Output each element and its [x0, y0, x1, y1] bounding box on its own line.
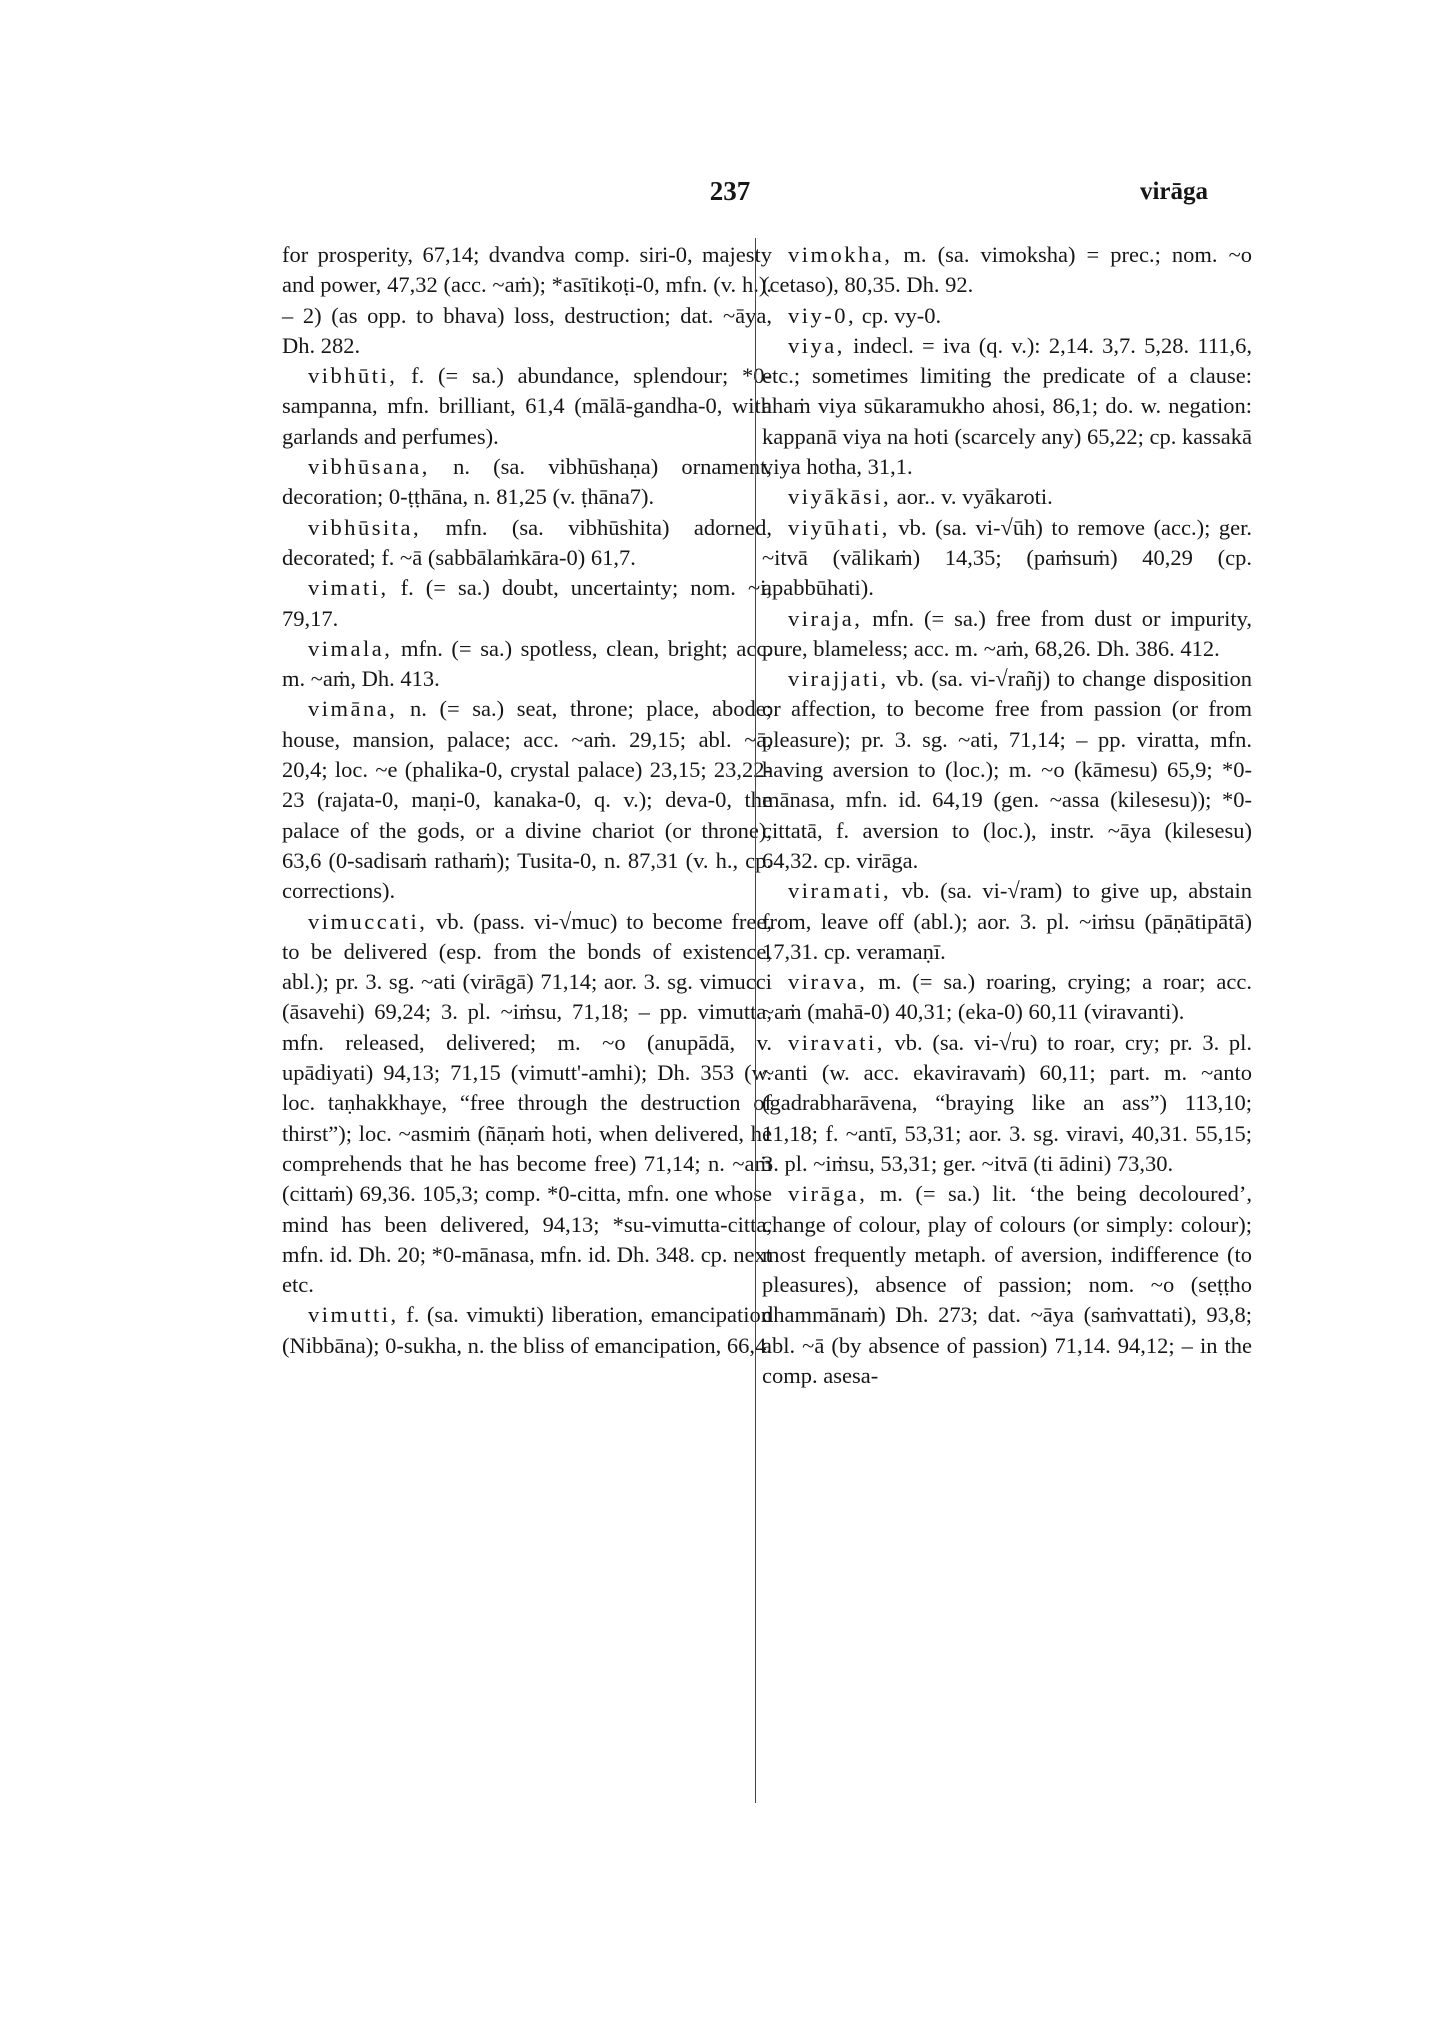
entry-definition: vb. (sa. vi-√ūh) to remove (acc.); ger. ~itvā (vālikaṁ) 14,35; (paṁsuṁ) 40,29 (cp. apabbūhati). [762, 514, 1252, 601]
dictionary-entry [762, 967, 1252, 1028]
entry-headword: vimala, [308, 635, 393, 661]
dictionary-entry [762, 876, 1252, 967]
entry-headword: viy-0, [788, 302, 857, 328]
dictionary-entry [762, 1179, 1252, 1391]
entry-definition: mfn. (= sa.) spotless, clean, bright; acc. m. ~aṁ, Dh. 413. [282, 635, 772, 692]
dictionary-entry [762, 664, 1252, 876]
entry-definition: vb. (sa. vi-√ram) to give up, abstain from, leave off (abl.); aor. 3. pl. ~iṁsu (pāṇātipātā) 17,31. cp. veramaṇī. [762, 878, 1252, 964]
entry-definition: n. (= sa.) seat, throne; place, abode; house, mansion, palace; acc. ~aṁ. 29,15; abl. ~ā, 20,4; loc. ~e (phalika-0, crystal palace) 23,15; 23,22-23 (rajata-0, maṇi-0, kanaka-0, q. v.); deva-0, the palace of the gods, or a divine chariot (or throne), 63,6 (0-sadisaṁ rathaṁ); Tusita-0, n. 87,31 (v. h., cp. corrections). [282, 696, 772, 904]
dictionary-entry [282, 694, 772, 906]
entry-definition: mfn. (sa. vibhūshita) adorned, decorated; f. ~ā (sabbālaṁkāra-0) 61,7. [282, 514, 772, 570]
dictionary-entry [282, 907, 772, 1301]
entry-headword: viyākāsi, [788, 484, 892, 510]
entry-headword: viyūhati, [788, 514, 890, 540]
entry-definition: for prosperity, 67,14; dvandva comp. siri-0, majesty and power, 47,32 (acc. ~aṁ); *asītikoṭi-0, mfn. (v. h.). – 2) (as opp. to bhava) loss, destruction; dat. ~āya, Dh. 282. [282, 242, 772, 358]
entry-definition: f. (= sa.) abundance, splendour; *0-sampanna, mfn. brilliant, 61,4 (mālā-gandha-0, with garlands and perfumes). [282, 363, 772, 449]
entry-definition: m. (= sa.) roaring, crying; a roar; acc. ~aṁ (mahā-0) 40,31; (eka-0) 60,11 (viravanti). [762, 969, 1252, 1025]
dictionary-entry [762, 240, 1252, 301]
entry-definition: indecl. = iva (q. v.): 2,14. 3,7. 5,28. 111,6, etc.; sometimes limiting the predicate of a clause: ahaṁ viya sūkaramukho ahosi, 86,1; do. w. negation: kappanā viya na hoti (scarcely any) 65,22; cp. kassakā viya hotha, 31,1. [762, 332, 1252, 480]
entry-headword: viravati, [788, 1029, 885, 1055]
entry-headword: viramati, [788, 878, 892, 904]
entry-headword: virajjati, [788, 666, 889, 692]
dictionary-entry [762, 604, 1252, 665]
entry-definition: f. (sa. vimukti) liberation, emancipation (Nibbāna); 0-sukha, n. the bliss of emancipation, 66,4. [282, 1302, 772, 1358]
dictionary-entry [282, 361, 772, 452]
entry-definition: vb. (sa. vi-√rañj) to change disposition or affection, to become free from passion (or from pleasure); pr. 3. sg. ~ati, 71,14; – pp. viratta, mfn. having aversion to (loc.); m. ~o (kāmesu) 65,9; *0-mānasa, mfn. id. 64,19 (gen. ~assa (kilesesu)); *0-cittatā, f. aversion to (loc.), instr. ~āya (kilesesu) 64,32. cp. virāga. [762, 666, 1252, 873]
entry-headword: viya, [788, 332, 845, 358]
entry-headword: vibhūti, [308, 363, 398, 389]
entry-definition: f. (= sa.) doubt, uncertainty; nom. ~i, 79,17. [282, 575, 772, 631]
dictionary-entry [762, 513, 1252, 604]
entry-headword: vimāna, [308, 696, 398, 722]
dictionary-entry [762, 1028, 1252, 1179]
entry-headword: vimuccati, [308, 908, 428, 934]
page-number: 237 [709, 176, 751, 206]
entry-definition: m. (= sa.) lit. ‘the being decoloured’, change of colour, play of colours (or simply: colour); most frequently metaph. of aversion, indifference (to pleasures), absence of passion; nom. ~o (seṭṭho dhammānaṁ) Dh. 273; dat. ~āya (saṁvattati), 93,8; abl. ~ā (by absence of passion) 71,14. 94,12; – in the comp. asesa- [762, 1181, 1252, 1388]
column-divider [755, 238, 756, 1803]
entry-headword: vimokha, [788, 242, 893, 267]
running-head: virāga [1139, 178, 1208, 205]
dictionary-entry [282, 240, 772, 361]
entry-definition: cp. vy-0. [856, 302, 942, 328]
entry-headword: virava, [788, 969, 868, 995]
left-column [282, 240, 772, 1361]
entry-definition: m. (sa. vimoksha) = prec.; nom. ~o (cetaso), 80,35. Dh. 92. [762, 242, 1252, 298]
dictionary-entry [282, 634, 772, 695]
entry-definition: aor.. v. vyākaroti. [891, 484, 1053, 510]
entry-headword: viraja, [788, 605, 863, 631]
dictionary-entry [762, 331, 1252, 482]
right-column [762, 240, 1252, 1391]
dictionary-entry [282, 452, 772, 513]
entry-definition: n. (sa. vibhūshaṇa) ornament, decoration; 0-ṭṭhāna, n. 81,25 (v. ṭhāna7). [282, 454, 772, 510]
entry-definition: vb. (pass. vi-√muc) to become free, to be delivered (esp. from the bonds of existence, abl.); pr. 3. sg. ~ati (virāgā) 71,14; aor. 3. sg. vimucci (āsavehi) 69,24; 3. pl. ~iṁsu, 71,18; – pp. vimutta, mfn. released, delivered; m. ~o (anupādā, v. upādiyati) 94,13; 71,15 (vimutt'-amhi); Dh. 353 (w. loc. taṇhakkhaye, “free through the destruction of thirst”); loc. ~asmiṁ (ñāṇaṁ hoti, when delivered, he comprehends that he has become free) 71,14; n. ~aṁ (cittaṁ) 69,36. 105,3; comp. *0-citta, mfn. one whose mind has been delivered, 94,13; *su-vimutta-citta, mfn. id. Dh. 20; *0-mānasa, mfn. id. Dh. 348. cp. next etc. [282, 908, 772, 1298]
entry-headword: vimutti, [308, 1302, 399, 1328]
entry-definition: mfn. (= sa.) free from dust or impurity, pure, blameless; acc. m. ~aṁ, 68,26. Dh. 386. 412. [762, 605, 1252, 661]
dictionary-entry [282, 513, 772, 574]
entry-headword: vibhūsita, [308, 514, 422, 540]
dictionary-entry [762, 482, 1252, 512]
entry-headword: vibhūsana, [308, 454, 430, 480]
entry-headword: virāga, [788, 1181, 868, 1207]
dictionary-entry [282, 573, 772, 634]
entry-headword: vimati, [308, 575, 389, 601]
dictionary-entry [282, 1300, 772, 1361]
dictionary-entry [762, 301, 1252, 331]
entry-definition: vb. (sa. vi-√ru) to roar, cry; pr. 3. pl. ~anti (w. acc. ekaviravaṁ) 60,11; part. m. ~anto (gadrabharāvena, “braying like an ass”) 113,10; 11,18; f. ~antī, 53,31; aor. 3. sg. viravi, 40,31. 55,15; 3. pl. ~iṁsu, 53,31; ger. ~itvā (ti ādini) 73,30. [762, 1029, 1252, 1176]
